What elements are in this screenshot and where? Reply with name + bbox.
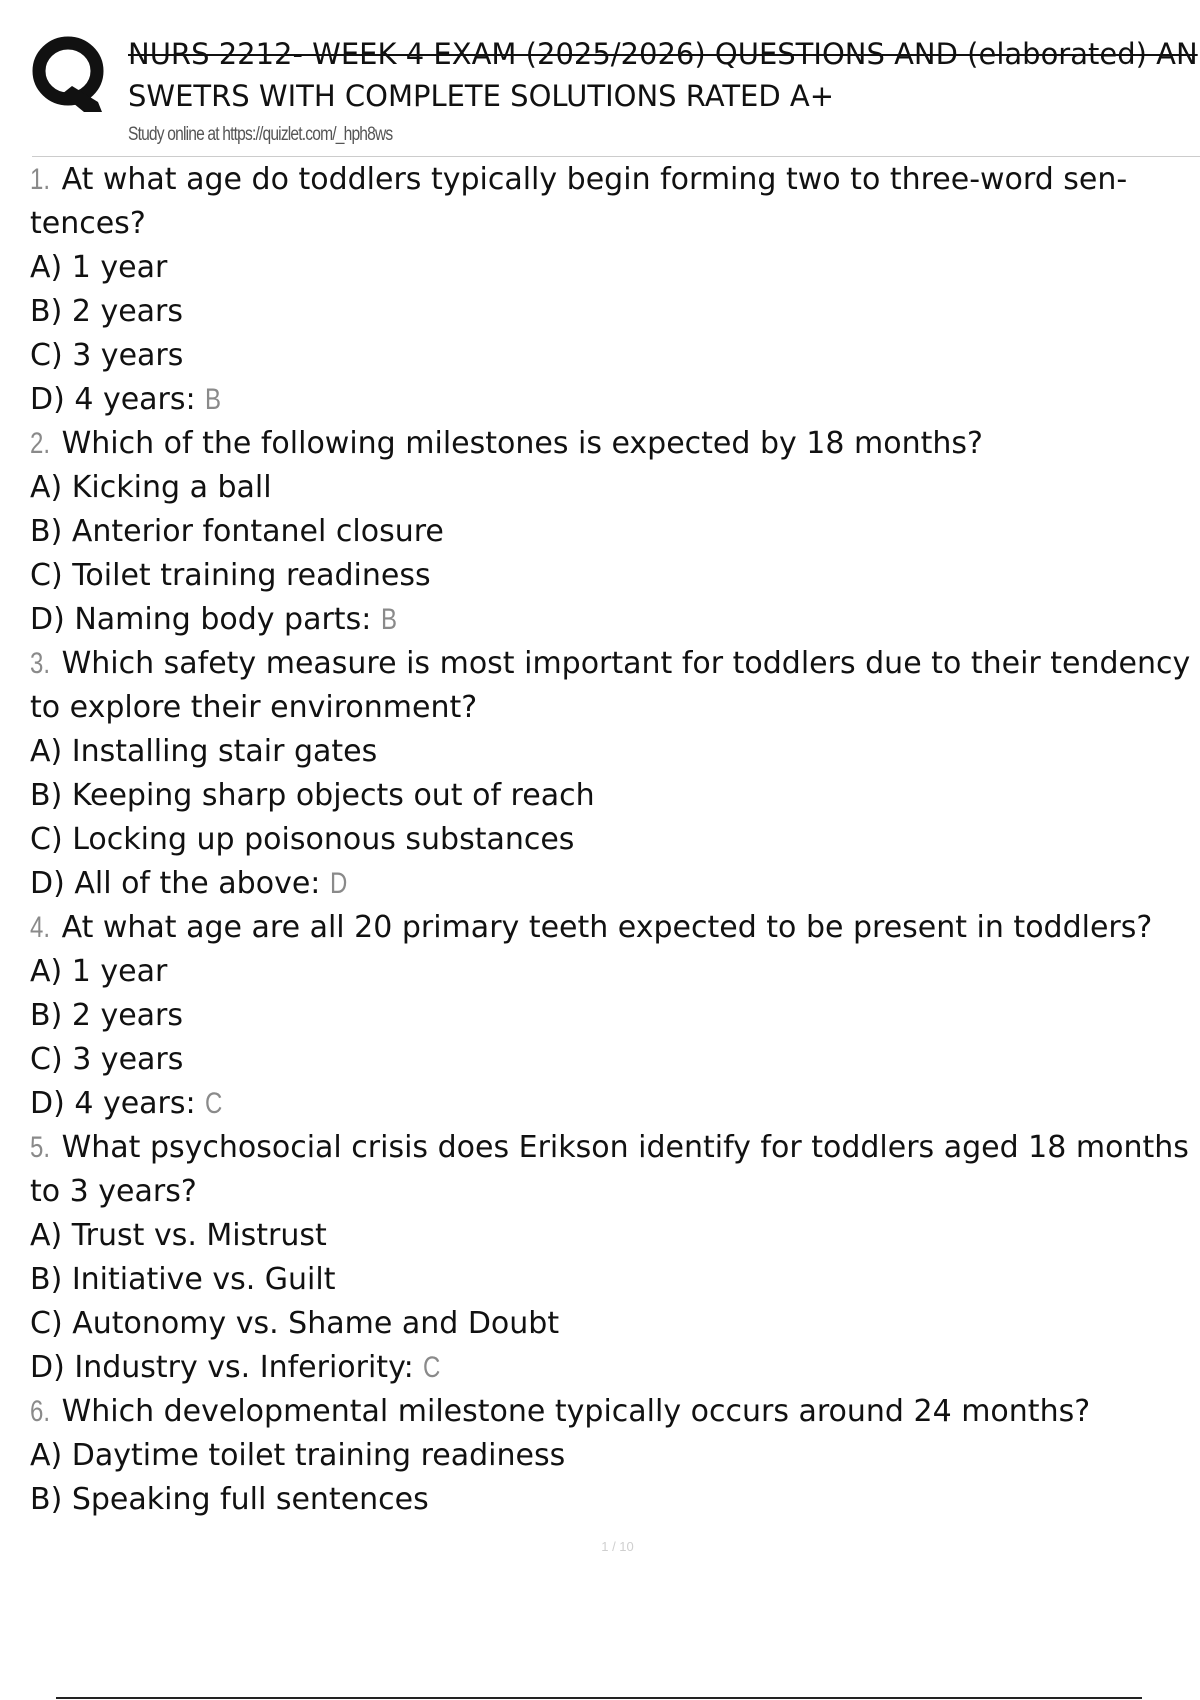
question-text-line: 4. At what age are all 20 primary teeth expected to be present in toddlers? bbox=[30, 906, 1200, 950]
question-number: 5. bbox=[30, 1131, 51, 1164]
question-5 bbox=[30, 1126, 1200, 1390]
answer-option: B) 2 years bbox=[30, 294, 184, 329]
question-6 bbox=[30, 1390, 1200, 1522]
question-number: 1. bbox=[30, 163, 51, 196]
question-number: 3. bbox=[30, 647, 51, 680]
question-text-line: to explore their environment? bbox=[30, 690, 478, 725]
answer-option: C) Autonomy vs. Shame and Doubt bbox=[30, 1306, 560, 1341]
study-online-link[interactable]: Study online at https://quizlet.com/_hph8ws bbox=[128, 124, 393, 145]
answer-option: C) Toilet training readiness bbox=[30, 558, 431, 593]
question-text-line: 5. What psychosocial crisis does Erikson identify for toddlers aged 18 months bbox=[30, 1126, 1200, 1170]
question-text-line: to 3 years? bbox=[30, 1174, 197, 1209]
document-header bbox=[0, 0, 1200, 160]
answer-option: B) Keeping sharp objects out of reach bbox=[30, 778, 595, 813]
answer-option: D) Industry vs. Inferiority: C bbox=[30, 1346, 1200, 1390]
answer-option: D) 4 years: C bbox=[30, 1082, 1200, 1126]
question-number: 6. bbox=[30, 1395, 51, 1428]
question-number: 2. bbox=[30, 427, 51, 460]
question-text-line: 2. Which of the following milestones is expected by 18 months? bbox=[30, 422, 1200, 466]
correct-answer: D bbox=[329, 867, 348, 900]
answer-option: B) 2 years bbox=[30, 998, 184, 1033]
answer-option: C) 3 years bbox=[30, 1042, 184, 1077]
document-title-line-2: SWETRS WITH COMPLETE SOLUTIONS RATED A+ bbox=[128, 79, 835, 113]
footer-divider bbox=[56, 1697, 1142, 1699]
correct-answer: B bbox=[380, 603, 397, 636]
page-indicator: 1 / 10 bbox=[601, 1539, 634, 1554]
question-text-line: 6. Which developmental milestone typically occurs around 24 months? bbox=[30, 1390, 1200, 1434]
question-text-line: tences? bbox=[30, 206, 146, 241]
answer-option: B) Speaking full sentences bbox=[30, 1482, 429, 1517]
answer-option: A) 1 year bbox=[30, 954, 168, 989]
answer-option: B) Initiative vs. Guilt bbox=[30, 1262, 336, 1297]
correct-answer: C bbox=[205, 1087, 223, 1120]
answer-option: A) 1 year bbox=[30, 250, 168, 285]
question-number: 4. bbox=[30, 911, 51, 944]
answer-option: D) All of the above: D bbox=[30, 862, 1200, 906]
answer-option: A) Daytime toilet training readiness bbox=[30, 1438, 566, 1473]
question-text-line: 3. Which safety measure is most important for toddlers due to their tendency bbox=[30, 642, 1200, 686]
question-list bbox=[30, 158, 1200, 1522]
question-4 bbox=[30, 906, 1200, 1126]
answer-option: D) 4 years: B bbox=[30, 378, 1200, 422]
answer-option: A) Installing stair gates bbox=[30, 734, 378, 769]
answer-option: C) Locking up poisonous substances bbox=[30, 822, 575, 857]
answer-option: D) Naming body parts: B bbox=[30, 598, 1200, 642]
answer-option: C) 3 years bbox=[30, 338, 184, 373]
answer-option: B) Anterior fontanel closure bbox=[30, 514, 444, 549]
correct-answer: B bbox=[205, 383, 222, 416]
question-3 bbox=[30, 642, 1200, 906]
question-2 bbox=[30, 422, 1200, 642]
question-1 bbox=[30, 158, 1200, 422]
document-title-line-1: NURS 2212- WEEK 4 EXAM (2025/2026) QUESTIONS AND (elaborated) AN bbox=[128, 37, 1198, 71]
correct-answer: C bbox=[423, 1351, 441, 1384]
question-text-line: 1. At what age do toddlers typically begin forming two to three-word sen- bbox=[30, 158, 1200, 202]
header-divider bbox=[32, 156, 1200, 157]
answer-option: A) Trust vs. Mistrust bbox=[30, 1218, 327, 1253]
answer-option: A) Kicking a ball bbox=[30, 470, 272, 505]
